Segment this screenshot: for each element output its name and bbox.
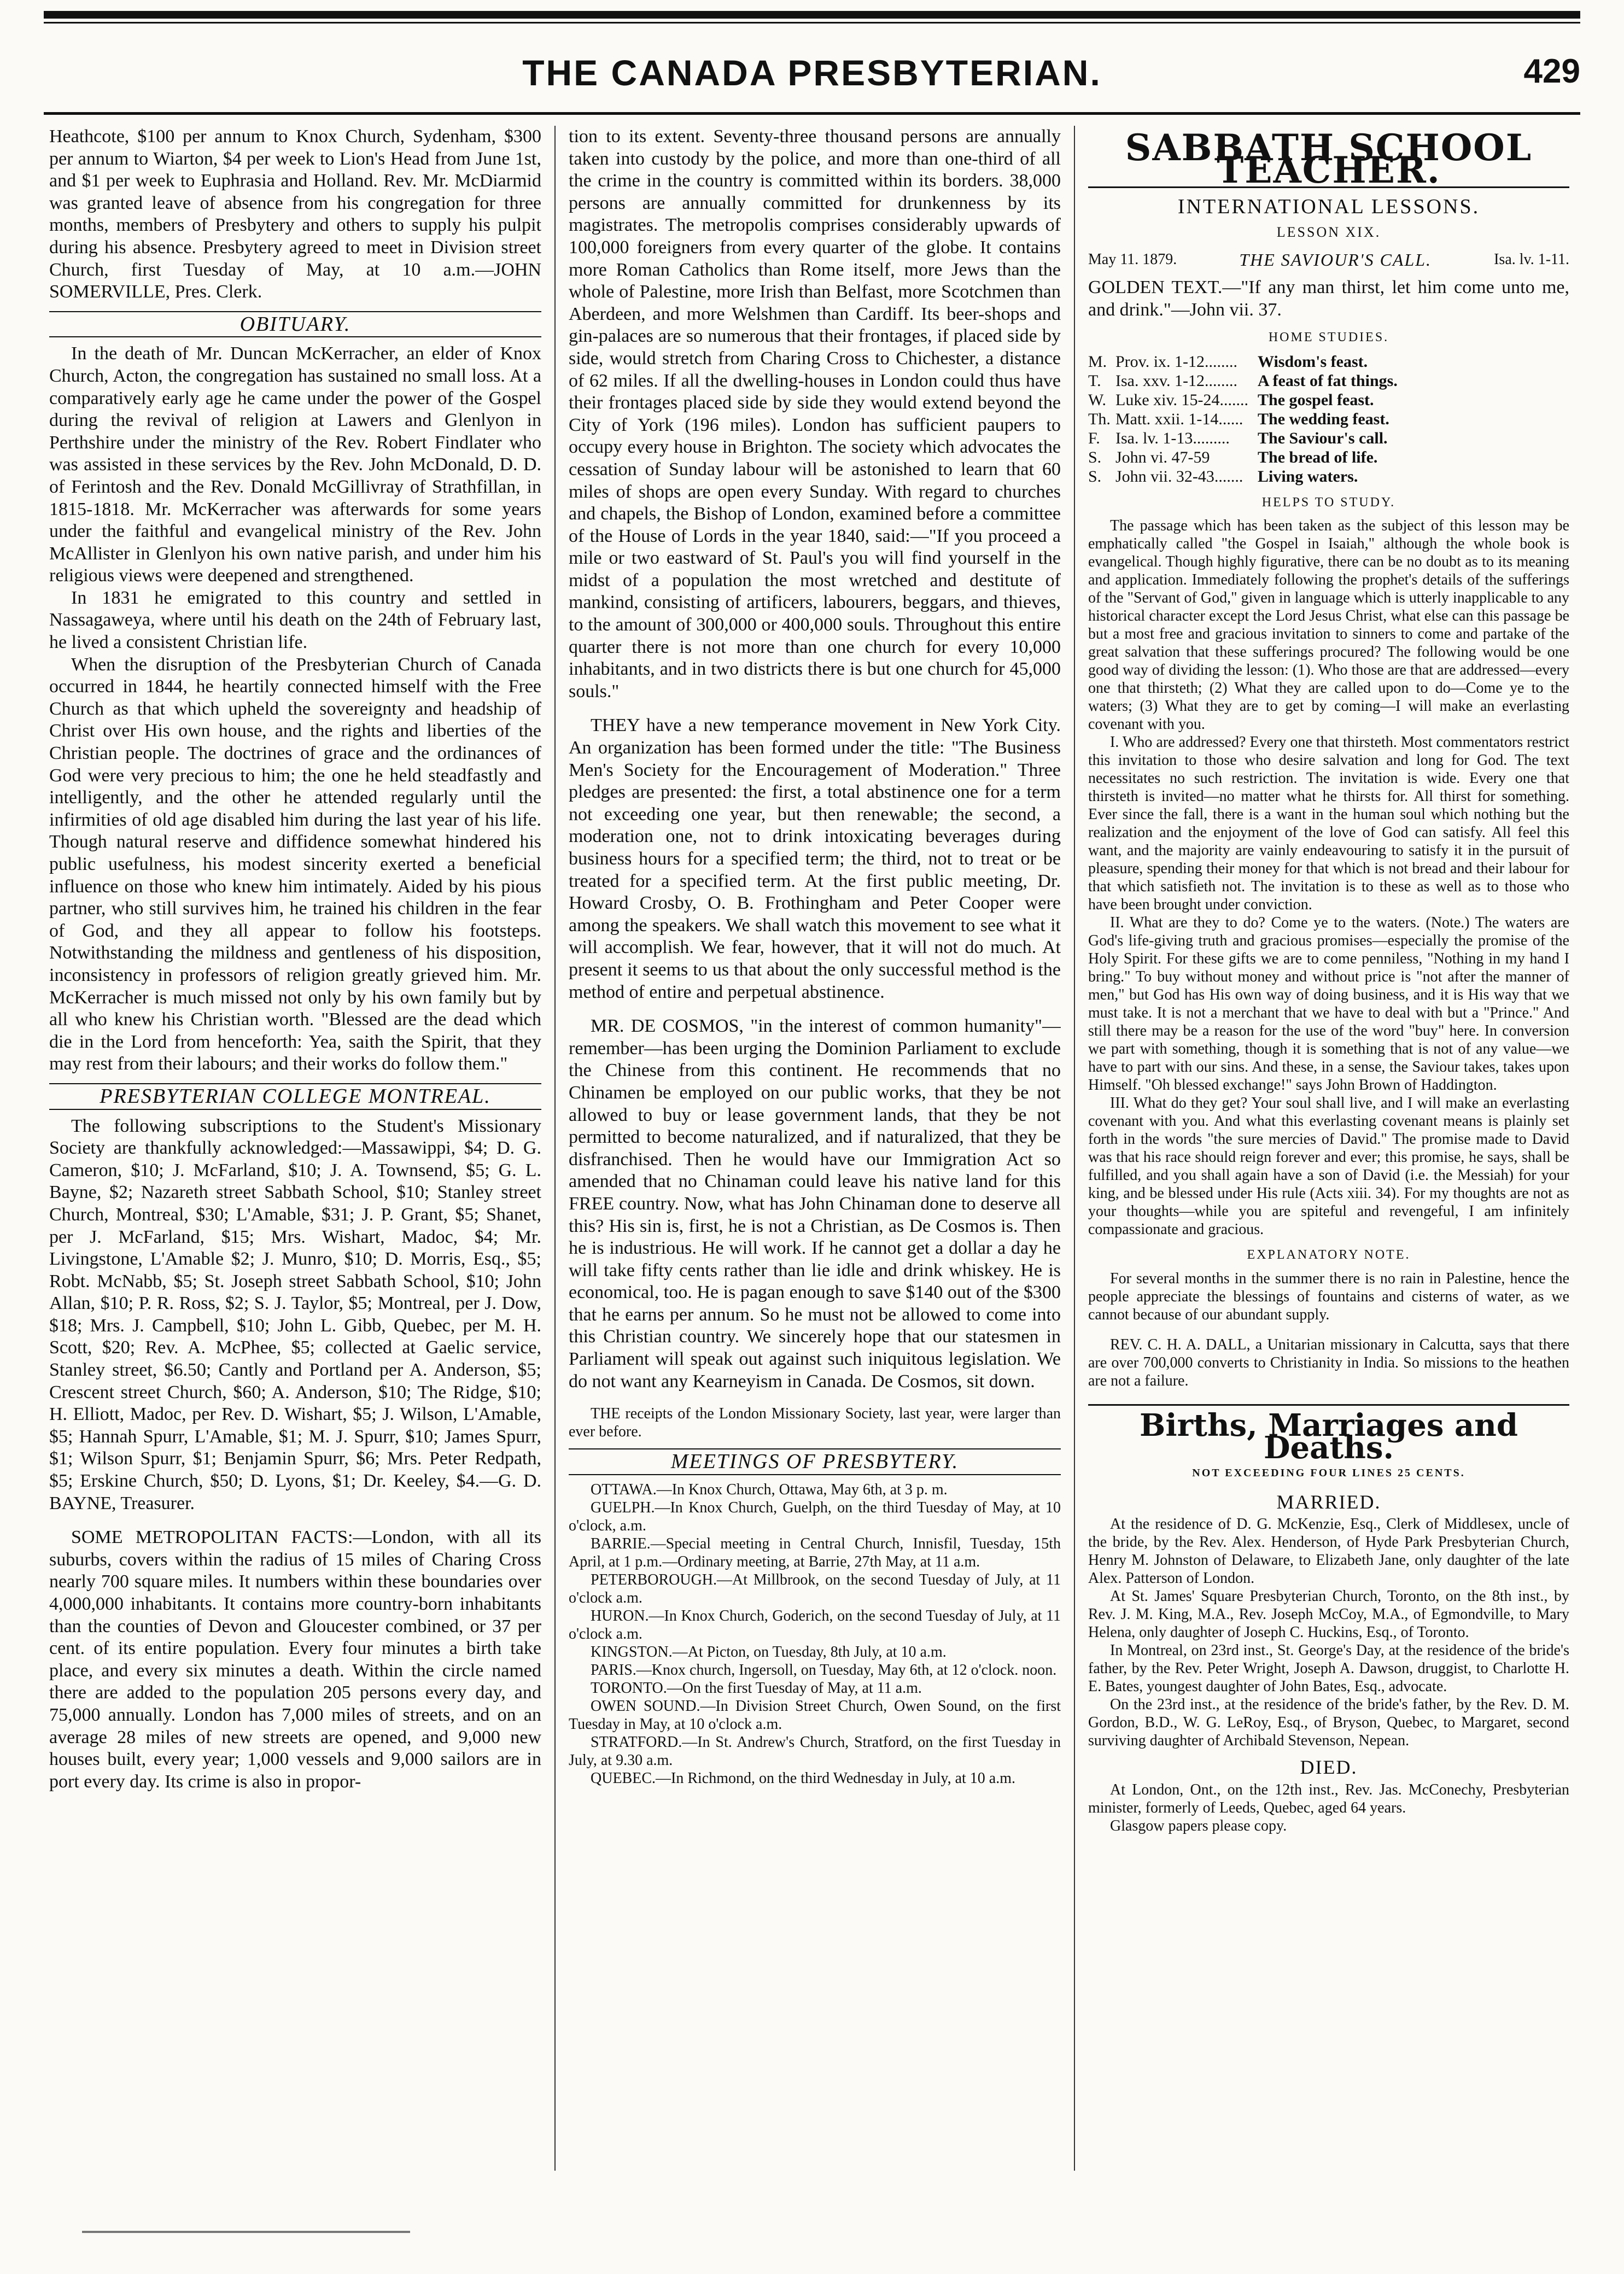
explanatory-note: For several months in the summer there is no rain in Palestine, hence the people appreciate the blessings of fountains and cisterns of water, as we cannot because of our abundant supply. (1088, 1270, 1569, 1323)
obituary-heading: OBITUARY. (49, 311, 541, 338)
obituary-paragraph: When the disruption of the Presbyterian Church of Canada occurred in 1844, he heartily connected himself with the Free Church as that which upheld the sovereignty and headship of Christ over His own house, and the rights and liberties of the Christian people. The doctrines of grace and the ordinances of God were very precious to him; the one he held steadfastly and intelligently, and the other he attended regularly until the infirmities of old age disabled him during the last year of his life. Though natural reserve and diffidence somewhat hindered his public usefulness, his modest sincerity exerted a beneficial influence on those who knew him intimately. Aided by his pious partner, who still survives him, he trained his children in the fear of God, and they all appear to follow his footsteps. Notwithstanding the mildness and gentleness of his disposition, inconsistency in professors of religion greatly grieved him. Mr. McKerracher is much missed not only by his own family but by all who knew his Christian worth. "Blessed are the dead which die in the Lord from henceforth: Yea, saith the Spirit, that they may rest from their labours; and their works do follow them." (49, 654, 541, 1074)
international-lessons-heading: INTERNATIONAL LESSONS. (1177, 195, 1480, 219)
masthead-rule (44, 112, 1580, 115)
list-item: F. Isa. lv. 1-13......... The Saviour's call. (1088, 429, 1388, 447)
list-item: Th. Matt. xxii. 1-14...... The wedding feast. (1088, 410, 1389, 428)
lesson-title: THE SAVIOUR'S CALL. (1239, 250, 1432, 270)
obituary-paragraph: In 1831 he emigrated to this country and settled in Nassagaweya, where until his death on the 24th of February last, he lived a consistent Christian life. (49, 587, 541, 653)
lesson-date: May 11. 1879. (1088, 251, 1177, 268)
meeting-item: GUELPH.—In Knox Church, Guelph, on the third Tuesday of May, at 10 o'clock, a.m. (569, 1499, 1061, 1534)
home-studies-heading: HOME STUDIES. (1268, 330, 1389, 345)
helps-paragraph: The passage which has been taken as the subject of this lesson may be emphatically called "the Gospel in Isaiah," although the whole book is evangelical. Though highly figurative, there can be no doubt as to its meaning and application. Immediately following the prophet's details of the sufferings of the "Servant of God," given in language which is utterly inapplicable to any historical character except the Lord Jesus Christ, what else can this passage be but a most free and gracious invitation to sinners to come and partake of the great salvation that these sufferings procured? The following would be one good way of dividing the lesson: (1). Who those are that are addressed—every one that thirsteth; (2) What they are called upon to do—Come ye to the waters; (3) What they are to get by coming—I will make an everlasting covenant with you. (1088, 517, 1569, 733)
meeting-item: OWEN SOUND.—In Division Street Church, Owen Sound, on the first Tuesday in May, at 10 o'clock a.m. (569, 1697, 1061, 1733)
print-smudge (82, 2231, 410, 2233)
meeting-item: PARIS.—Knox church, Ingersoll, on Tuesday, May 6th, at 12 o'clock. noon. (591, 1661, 1057, 1679)
sabbath-school-title: SABBATH SCHOOL TEACHER. (1088, 137, 1569, 188)
missionary-society-note: THE receipts of the London Missionary Society, last year, were larger than ever before. (569, 1405, 1061, 1441)
meeting-item: BARRIE.—Special meeting in Central Church, Innisfil, Tuesday, 15th April, at 1 p.m.—Ordinary meeting, at Barrie, 27th May, at 11 a.m. (569, 1535, 1061, 1570)
list-item: S. John vii. 32-43....... Living waters. (1088, 467, 1358, 486)
meeting-item: TORONTO.—On the first Tuesday of May, at 11 a.m. (591, 1679, 922, 1697)
died-list (1088, 1781, 1569, 1835)
column-1 (49, 126, 541, 2182)
dall-note: REV. C. H. A. DALL, a Unitarian missionary in Calcutta, says that there are over 700,000 converts to Christianity in India. So missions to the heathen are not a failure. (1088, 1336, 1569, 1389)
meeting-item: OTTAWA.—In Knox Church, Ottawa, May 6th, at 3 p. m. (591, 1481, 948, 1498)
notice-rate: NOT EXCEEDING FOUR LINES 25 CENTS. (1192, 1467, 1465, 1480)
marriage-notice: In Montreal, on 23rd inst., St. George's Day, at the residence of the bride's father, by the Rev. Peter Wright, Joseph A. Dawson, druggist, to Charlotte H. E. Bates, youngest daughter of John Bates, Esq., advocate. (1088, 1642, 1569, 1696)
meeting-item: QUEBEC.—In Richmond, on the third Wednesday in July, at 10 a.m. (591, 1769, 1015, 1787)
column-3 (1088, 126, 1569, 2182)
explanatory-heading: EXPLANATORY NOTE. (1247, 1248, 1411, 1262)
masthead (44, 52, 1580, 101)
marriage-notice: At St. James' Square Presbyterian Church, Toronto, on the 8th inst., by Rev. J. M. King, M.A., Rev. Joseph McCoy, M.A., of Egmondville, to Mary Helena, only daughter of Joseph C. Huckins, Esq., of Toronto. (1088, 1588, 1569, 1641)
home-studies-list (1088, 352, 1569, 486)
married-heading: MARRIED. (1276, 1490, 1381, 1513)
meeting-item: STRATFORD.—In St. Andrew's Church, Stratford, on the first Tuesday in July, at 9.30 a.m. (569, 1733, 1061, 1769)
column-divider (1074, 126, 1075, 2171)
top-border-rule-thin (44, 22, 1580, 24)
marriage-notice: At the residence of D. G. McKenzie, Esq., Clerk of Middlesex, uncle of the bride, by the Rev. Alex. Henderson, of Hyde Park Presbyterian Church, Henry M. Johnston of Delaware, to Elizabeth Jane, only daughter of the late Alex. Patterson of London. (1088, 1516, 1569, 1587)
top-border-rule (44, 11, 1580, 19)
meeting-item: KINGSTON.—At Picton, on Tuesday, 8th July, at 10 a.m. (591, 1643, 947, 1661)
helps-paragraph: II. What are they to do? Come ye to the waters. (Note.) The waters are God's life-giving truth and gracious promises—especially the promise of the Holy Spirit. For these gifts we are to come penniless, "Nothing in my hand I bring." To buy without money and without price is "not after the manner of men," but God has His own way of doing business, and it is His way that we must take. It is not a merchant that we have to deal with but a "Prince." And still there may be a reason for the use of the word "buy" here. In conversion we part with something, though it is something that is not of any value—we have to part with our sins. And these, in a sense, the Saviour takes, takes upon Himself. "Oh blessed exchange!" says John Brown of Haddington. (1088, 914, 1569, 1094)
college-heading: PRESBYTERIAN COLLEGE MONTREAL. (49, 1083, 541, 1110)
died-heading: DIED. (1300, 1756, 1358, 1779)
helps-paragraph: I. Who are addressed? Every one that thirsteth. Most commentators restrict this invitation to those who desire salvation and long for God. The text necessitates no such restriction. The invitation is wide. Every one that thirsteth is invited—no matter what he thirsts for. All thirst for something. Ever since the fall, there is a want in the human soul which nothing but the realization and the enjoyment of the love of God can satisfy. All feel this want, and the majority are vainly endeavouring to satisfy it in the pursuit of pleasure, spending their money for that which is not bread and their labour for that which satisfieth not. The invitation is to these as well as to those who have been brought under conviction. (1088, 734, 1569, 914)
list-item: S. John vi. 47-59 The bread of life. (1088, 448, 1378, 466)
lesson-reference: Isa. lv. 1-11. (1494, 251, 1569, 268)
page-number: 429 (1523, 52, 1580, 90)
metropolitan-facts: SOME METROPOLITAN FACTS:—London, with all its suburbs, covers within the radius of 15 miles of Charing Cross nearly 700 square miles. It numbers within these boundaries over 4,000,000 inhabitants. It contains more country-born inhabitants than the counties of Devon and Gloucester combined, or 37 per cent. of its entire population. Every four minutes a birth take place, and every six minutes a death. Within the circle named there are added to the population 205 persons every day, and 75,000 annually. London has 7,000 miles of streets, and on an average 28 miles of new streets are opened, and 9,000 new houses built, every year; 1,000 vessels and 9,000 sailors are in port every day. Its crime is also in propor- (49, 1527, 541, 1792)
lesson-line (1088, 249, 1569, 271)
metropolitan-facts-continued: tion to its extent. Seventy-three thousand persons are annually taken into custody by the police, and more than one-third of all the crime in the country is committed within its borders. 38,000 persons are annually committed for drunkenness by its magistrates. The metropolis comprises considerably upwards of 100,000 foreigners from every quarter of the globe. It contains more Roman Catholics than Rome itself, more Jews than the whole of Palestine, more Irish than Belfast, more Scotchmen than Aberdeen, and more Welshmen than Cardiff. Its beer-shops and gin-palaces are so numerous that their frontages, if placed side by side, would stretch from Charing Cross to Chichester, a distance of 62 miles. If all the dwelling-houses in London could thus have their frontages placed side by side they would extend beyond the City of York (196 miles). London has sufficient paupers to occupy every house in Brighton. The society which advocates the cessation of Sunday labour will be astonished to learn that 60 miles of shops are open every Sunday. With regard to churches and chapels, the Bishop of London, examined before a committee of the House of Lords in the year 1840, said:—"If you proceed a mile or two eastward of St. Paul's you will find yourself in the midst of a population the most wretched and destitute of mankind, consisting of artificers, labourers, beggars, and thieves, to the amount of 300,000 or 400,000 souls. Throughout this entire quarter there is not more than one church for every 10,000 inhabitants, and in two districts there is but one church for 45,000 souls." (569, 126, 1061, 702)
temperance-article: THEY have a new temperance movement in New York City. An organization has been formed under the title: "The Business Men's Society for the Encouragement of Moderation." Three pledges are presented: the first, a total abstinence one for a term not exceeding one year, but then renewable; the second, a moderation one, not to drink intoxicating beverages during business hours for a specified term; the third, not to treat or be treated for a specified term. At the first public meeting, Dr. Howard Crosby, O. B. Frothingham and Peter Cooper were among the speakers. We shall watch this movement to see what it will accomplish. We fear, however, that it will not do much. At present it seems to us that about the only successful method is the method of entire and perpetual abstinence. (569, 715, 1061, 1002)
death-notice: At London, Ont., on the 12th inst., Rev. Jas. McConechy, Presbyterian minister, formerly of Leeds, Quebec, aged 64 years. (1088, 1781, 1569, 1816)
column-divider (554, 126, 556, 2171)
helps-heading: HELPS TO STUDY. (1261, 495, 1396, 510)
death-notice: Glasgow papers please copy. (1110, 1817, 1287, 1834)
marriage-notice: On the 23rd inst., at the residence of the bride's father, by the Rev. D. M. Gordon, B.D., W. G. LeRoy, Esq., of Bryson, Quebec, to Margaret, second surviving daughter of Archibald Stevenson, Nepean. (1088, 1696, 1569, 1750)
meeting-item: PETERBOROUGH.—At Millbrook, on the second Tuesday of July, at 11 o'clock a.m. (569, 1571, 1061, 1606)
meetings-heading: MEETINGS OF PRESBYTERY. (569, 1448, 1061, 1475)
lesson-number: LESSON XIX. (1276, 224, 1381, 240)
married-list (1088, 1515, 1569, 1750)
list-item: T. Isa. xxv. 1-12........ A feast of fat things. (1088, 371, 1398, 390)
helps-paragraph: III. What do they get? Your soul shall live, and I will make an everlasting covenant with you. And what this everlasting covenant means is plainly set forth in the words "the sure mercies of David." The promise made to David was that his race should reign forever and ever; this promise, he says, shall be fulfilled, and you shall again have a son of David (i.e. the Messiah) for your king, and be blessed under His rule (Acts xiii. 34). For my thoughts are not as your thoughts—while you are spiteful and revengeful, I am infinitely compassionate and gracious. (1088, 1095, 1569, 1238)
obituary-paragraph: In the death of Mr. Duncan McKerracher, an elder of Knox Church, Acton, the congregation has sustained no small loss. At a comparatively early age he came under the power of the Gospel during the revival of religion at Lawers and Glenlyon in Perthshire under the ministry of the Rev. Robert Findlater who was assisted in these services by the Rev. John McDonald, D. D. of Ferintosh and the Rev. Donald McGillivray of Strathfillan, in 1815-1818. Mr. McKerracher was afterwards for some years under the faithful and evangelical ministry of the Rev. John McAllister in Glenlyon his own native parish, and under him his religious views were deepened and strengthened. (49, 343, 541, 586)
presbytery-report-end: Heathcote, $100 per annum to Knox Church, Sydenham, $300 per annum to Wiarton, $4 per week to Lion's Head from June 1st, and $1 per week to Euphrasia and Holland. Rev. Mr. McDiarmid was granted leave of absence from his congregation for three months, members of Presbytery and others to supply his pulpit during his absence. Presbytery agreed to meet in Division street Church, first Tuesday of May, at 10 a.m.—JOHN SOMERVILLE, Pres. Clerk. (49, 126, 541, 302)
meetings-list (569, 1481, 1061, 1787)
de-cosmos-article: MR. DE COSMOS, "in the interest of common humanity"—remember—has been urging the Dominion Parliament to exclude the Chinese from this continent. He recommends that no Chinamen be employed on our public works, that they be not allowed to buy or lease government lands, that they be not permitted to become naturalized, and if naturalized, that they be disfranchised. Then he would have our Immigration Act so amended that no Chinaman could leave his native land for this FREE country. Now, what has John Chinaman done to deserve all this? His sin is, first, he is not a Christian, as De Cosmos is. Then he is industrious. He will work. If he cannot get a dollar a day he will take fifty cents rather than lie idle and drink whiskey. He is economical, too. He is pagan enough to save $140 out of the $300 that he earns per annum. So he must not be allowed to come into this Christian country. We sincerely hope that our statesmen in Parliament will speak out against such iniquitous legislation. We do not want any Kearneyism in Canada. De Cosmos, sit down. (569, 1016, 1061, 1392)
column-2 (569, 126, 1061, 2182)
newspaper-title: THE CANADA PRESBYTERIAN. (522, 52, 1102, 93)
college-subscriptions: The following subscriptions to the Student's Missionary Society are thankfully acknowledged:—Massawippi, $4; D. G. Cameron, $10; J. McFarland, $10; J. A. Townsend, $5; G. L. Bayne, $2; Nazareth street Sabbath School, $10; Stanley street Church, Montreal, $30; L'Amable, $31; J. P. Grant, $5; Shanet, per J. McFarland, $15; Mrs. Wishart, Madoc, $4; Mr. Livingstone, L'Amable $2; J. Munro, $10; D. Morris, Esq., $5; Robt. McNabb, $5; St. Joseph street Sabbath School, $10; John Allan, $10; P. R. Ross, $2; S. J. Taylor, $5; Montreal, per J. Dow, $18; Mrs. J. Campbell, $10; John L. Gibb, Quebec, per M. H. Scott, $20; Rev. A. McPhee, $5; collected at Gaelic service, Stanley street, $6.50; Cantly and Portland per A. Anderson, $5; Crescent street Church, $60; A. Anderson, $10; The Ridge, $10; H. Elliott, Madoc, per Rev. D. Wishart, $5; J. Wilson, L'Amable, $5; Hannah Spurr, L'Amable, $1; M. J. Spurr, $10; James Spurr, $1; Wilson Spurr, $1; Benjamin Spurr, $6; Mrs. Peter Redpath, $5; Erskine Church, $50; D. Lyons, $1; Dr. Keeley, $4.—G. D. BAYNE, Treasurer. (49, 1115, 541, 1513)
list-item: W. Luke xiv. 15-24....... The gospel feast. (1088, 390, 1374, 409)
helps-to-study (1088, 517, 1569, 1238)
list-item: M. Prov. ix. 1-12........ Wisdom's feast. (1088, 352, 1368, 371)
births-marriages-deaths-title: Births, Marriages and Deaths. (1088, 1404, 1569, 1459)
golden-text: GOLDEN TEXT.—"If any man thirst, let him come unto me, and drink."—John vii. 37. (1088, 277, 1569, 320)
meeting-item: HURON.—In Knox Church, Goderich, on the second Tuesday of July, at 11 o'clock a.m. (569, 1607, 1061, 1642)
